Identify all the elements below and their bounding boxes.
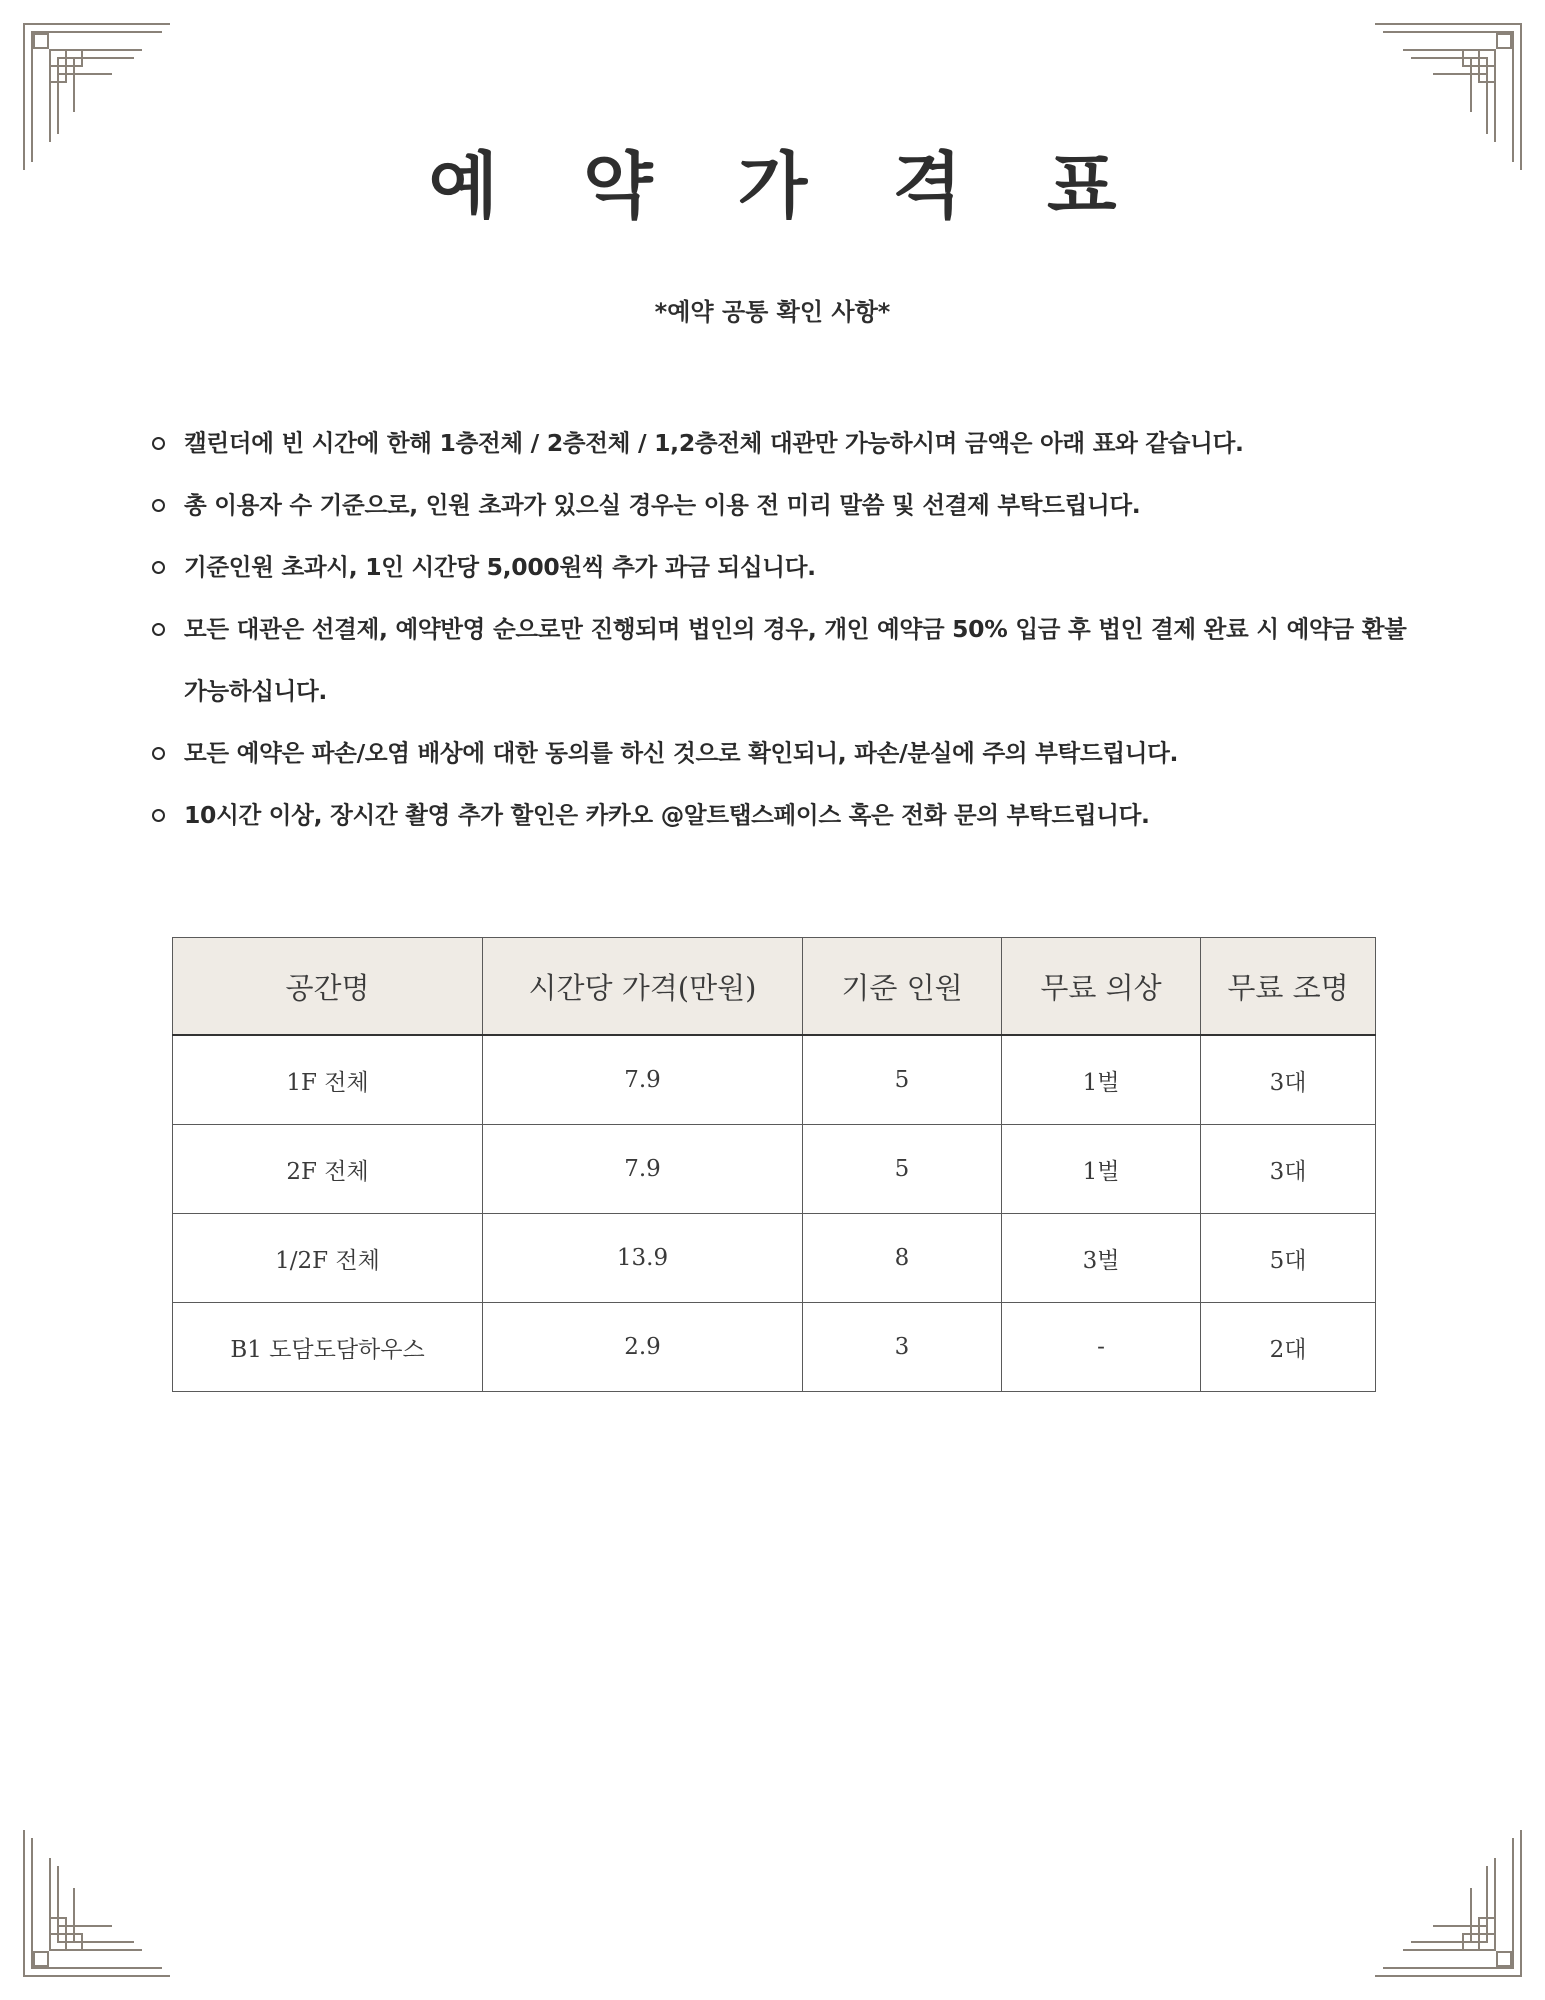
column-header-lighting: 무료 조명 <box>1201 938 1376 1036</box>
cell-lighting: 3대 <box>1201 1035 1376 1125</box>
cell-capacity: 5 <box>803 1035 1002 1125</box>
column-header-space: 공간명 <box>173 938 483 1036</box>
corner-ornament-bottom-left-icon <box>22 1828 172 1978</box>
cell-capacity: 3 <box>803 1303 1002 1392</box>
notes-list <box>150 412 1410 846</box>
cell-lighting: 2대 <box>1201 1303 1376 1392</box>
note-item <box>150 412 1410 474</box>
note-text: 총 이용자 수 기준으로, 인원 초과가 있으실 경우는 이용 전 미리 말씀 및 선결제 부탁드립니다. <box>184 491 1141 519</box>
cell-lighting: 3대 <box>1201 1125 1376 1214</box>
cell-space: B1 도담도담하우스 <box>173 1303 483 1392</box>
table-row <box>173 1214 1376 1303</box>
note-item <box>150 598 1410 722</box>
note-item <box>150 784 1410 846</box>
table-row <box>173 1303 1376 1392</box>
circle-bullet-icon <box>152 623 165 636</box>
notes-heading: *예약 공통 확인 사항* <box>654 298 891 326</box>
cell-costume: 3벌 <box>1002 1214 1201 1303</box>
table-row <box>173 1125 1376 1214</box>
cell-price: 7.9 <box>483 1125 803 1214</box>
page-title: 예 약 가 격 표 <box>428 144 1147 229</box>
note-text: 모든 예약은 파손/오염 배상에 대한 동의를 하신 것으로 확인되니, 파손/분실에 주의 부탁드립니다. <box>184 739 1179 767</box>
cell-space: 1F 전체 <box>173 1035 483 1125</box>
column-header-costume: 무료 의상 <box>1002 938 1201 1036</box>
circle-bullet-icon <box>152 561 165 574</box>
cell-costume: - <box>1002 1303 1201 1392</box>
circle-bullet-icon <box>152 437 165 450</box>
column-header-price: 시간당 가격(만원) <box>483 938 803 1036</box>
cell-costume: 1벌 <box>1002 1125 1201 1214</box>
cell-space: 2F 전체 <box>173 1125 483 1214</box>
price-table <box>172 937 1376 1392</box>
note-text: 모든 대관은 선결제, 예약반영 순으로만 진행되며 법인의 경우, 개인 예약금 50% 입금 후 법인 결제 완료 시 예약금 환불 가능하십니다. <box>184 615 1407 705</box>
circle-bullet-icon <box>152 499 165 512</box>
cell-space: 1/2F 전체 <box>173 1214 483 1303</box>
note-item <box>150 536 1410 598</box>
cell-price: 7.9 <box>483 1035 803 1125</box>
corner-ornament-bottom-right-icon <box>1373 1828 1523 1978</box>
note-text: 캘린더에 빈 시간에 한해 1층전체 / 2층전체 / 1,2층전체 대관만 가능하시며 금액은 아래 표와 같습니다. <box>184 429 1244 457</box>
note-item <box>150 722 1410 784</box>
note-text: 10시간 이상, 장시간 촬영 추가 할인은 카카오 @알트탭스페이스 혹은 전화 문의 부탁드립니다. <box>184 801 1150 829</box>
table-header-row <box>173 938 1376 1036</box>
circle-bullet-icon <box>152 809 165 822</box>
note-item <box>150 474 1410 536</box>
cell-capacity: 5 <box>803 1125 1002 1214</box>
cell-capacity: 8 <box>803 1214 1002 1303</box>
cell-lighting: 5대 <box>1201 1214 1376 1303</box>
note-text: 기준인원 초과시, 1인 시간당 5,000원씩 추가 과금 되십니다. <box>184 553 816 581</box>
circle-bullet-icon <box>152 747 165 760</box>
cell-price: 13.9 <box>483 1214 803 1303</box>
column-header-capacity: 기준 인원 <box>803 938 1002 1036</box>
cell-price: 2.9 <box>483 1303 803 1392</box>
table-row <box>173 1035 1376 1125</box>
cell-costume: 1벌 <box>1002 1035 1201 1125</box>
